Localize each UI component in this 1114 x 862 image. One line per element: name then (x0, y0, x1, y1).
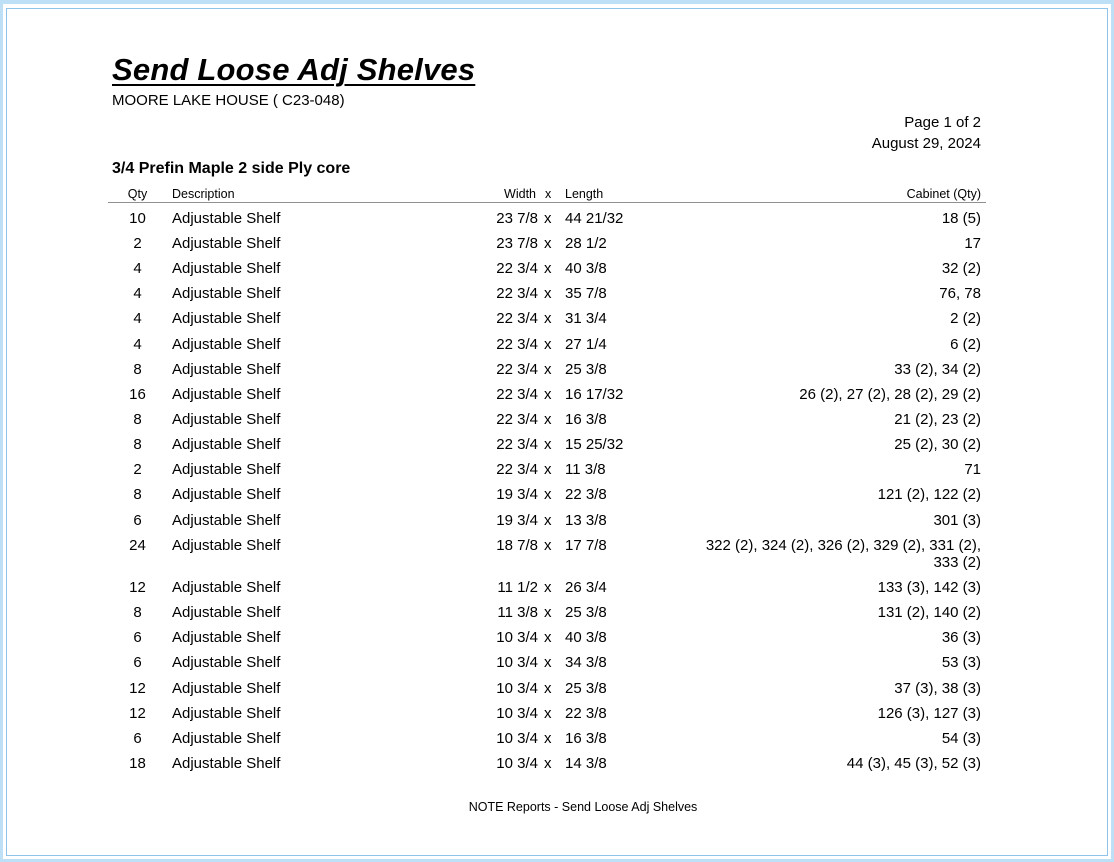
cell-x: x (544, 436, 552, 453)
cell-length: 16 17/32 (565, 386, 624, 403)
cell-qty: 24 (129, 537, 146, 554)
cell-length: 44 21/32 (565, 210, 624, 227)
cell-qty: 12 (129, 579, 146, 596)
cell-x: x (544, 604, 552, 621)
cell-qty: 16 (129, 386, 146, 403)
cell-x: x (544, 386, 552, 403)
cell-length: 27 1/4 (565, 336, 607, 353)
cell-width: 19 3/4 (496, 486, 538, 503)
cell-x: x (544, 235, 552, 252)
cell-x: x (544, 755, 552, 772)
cell-description: Adjustable Shelf (172, 260, 281, 277)
cell-description: Adjustable Shelf (172, 210, 281, 227)
cell-description: Adjustable Shelf (172, 604, 281, 621)
cell-length: 15 25/32 (565, 436, 624, 453)
cell-cabinet: 37 (3), 38 (3) (894, 680, 981, 697)
cell-length: 22 3/8 (565, 705, 607, 722)
report-date: August 29, 2024 (871, 135, 981, 152)
cell-width: 22 3/4 (496, 386, 538, 403)
header-length: Length (565, 187, 604, 201)
cell-length: 14 3/8 (565, 755, 607, 772)
cell-length: 13 3/8 (565, 512, 607, 529)
cell-cabinet: 133 (3), 142 (3) (877, 579, 981, 596)
cell-description: Adjustable Shelf (172, 310, 281, 327)
cell-width: 22 3/4 (496, 411, 538, 428)
cell-cabinet: 33 (2), 34 (2) (894, 361, 981, 378)
cell-length: 35 7/8 (565, 285, 607, 302)
cell-length: 25 3/8 (565, 604, 607, 621)
cell-length: 25 3/8 (565, 680, 607, 697)
cell-description: Adjustable Shelf (172, 579, 281, 596)
cell-qty: 10 (129, 210, 146, 227)
cell-width: 10 3/4 (496, 654, 538, 671)
cell-description: Adjustable Shelf (172, 680, 281, 697)
report-footer (0, 800, 1114, 814)
cell-x: x (544, 411, 552, 428)
cell-qty: 6 (133, 730, 142, 747)
cell-qty: 6 (133, 512, 142, 529)
cell-cabinet: 6 (2) (950, 336, 981, 353)
cell-x: x (544, 730, 552, 747)
cell-description: Adjustable Shelf (172, 629, 281, 646)
material-section-heading: 3/4 Prefin Maple 2 side Ply core (112, 160, 351, 177)
cell-length: 40 3/8 (565, 260, 607, 277)
cell-width: 10 3/4 (496, 755, 538, 772)
header-qty: Qty (127, 187, 148, 201)
cell-x: x (544, 705, 552, 722)
cell-length: 25 3/8 (565, 361, 607, 378)
cell-description: Adjustable Shelf (172, 285, 281, 302)
cell-length: 17 7/8 (565, 537, 607, 554)
cell-description: Adjustable Shelf (172, 436, 281, 453)
cell-description: Adjustable Shelf (172, 730, 281, 747)
cell-cabinet: 44 (3), 45 (3), 52 (3) (846, 755, 981, 772)
cell-cabinet: 32 (2) (941, 260, 981, 277)
cell-width: 22 3/4 (496, 461, 538, 478)
cell-width: 22 3/4 (496, 436, 538, 453)
cell-width: 23 7/8 (496, 235, 538, 252)
cell-width: 10 3/4 (496, 705, 538, 722)
cell-description: Adjustable Shelf (172, 411, 281, 428)
cell-cabinet: 121 (2), 122 (2) (877, 486, 981, 503)
cell-width: 11 3/8 (497, 604, 538, 621)
cell-length: 11 3/8 (565, 461, 606, 478)
cell-qty: 2 (133, 235, 142, 252)
cell-qty: 4 (133, 260, 142, 277)
cell-width: 22 3/4 (496, 310, 538, 327)
cell-qty: 18 (129, 755, 146, 772)
cell-length: 40 3/8 (565, 629, 607, 646)
cell-qty: 12 (129, 705, 146, 722)
cell-qty: 8 (133, 361, 142, 378)
cell-description: Adjustable Shelf (172, 361, 281, 378)
cell-cabinet: 53 (3) (941, 654, 981, 671)
cell-cabinet: 54 (3) (941, 730, 981, 747)
cell-qty: 4 (133, 285, 142, 302)
cell-length: 16 3/8 (565, 411, 607, 428)
cell-description: Adjustable Shelf (172, 235, 281, 252)
cell-width: 19 3/4 (496, 512, 538, 529)
cell-qty: 6 (133, 629, 142, 646)
cell-description: Adjustable Shelf (172, 654, 281, 671)
cell-x: x (544, 461, 552, 478)
cell-length: 26 3/4 (565, 579, 607, 596)
cell-cabinet: 18 (5) (941, 210, 981, 227)
cell-cabinet: 17 (964, 235, 981, 252)
cell-qty: 12 (129, 680, 146, 697)
cell-width: 22 3/4 (496, 336, 538, 353)
report-title: Send Loose Adj Shelves (112, 52, 476, 87)
cell-qty: 4 (133, 336, 142, 353)
cell-length: 31 3/4 (565, 310, 607, 327)
cell-cabinet: 301 (3) (933, 512, 981, 529)
cell-cabinet: 76, 78 (939, 285, 981, 302)
cell-x: x (544, 537, 552, 554)
cell-width: 11 1/2 (497, 579, 538, 596)
cell-description: Adjustable Shelf (172, 537, 281, 554)
cell-cabinet: 25 (2), 30 (2) (894, 436, 981, 453)
header-cabinet: Cabinet (Qty) (906, 187, 981, 201)
cell-width: 23 7/8 (496, 210, 538, 227)
cell-description: Adjustable Shelf (172, 386, 281, 403)
cell-qty: 8 (133, 486, 142, 503)
cell-description: Adjustable Shelf (172, 486, 281, 503)
cell-cabinet: 131 (2), 140 (2) (877, 604, 981, 621)
cell-qty: 8 (133, 411, 142, 428)
cell-cabinet: 21 (2), 23 (2) (894, 411, 981, 428)
header-width: Width (504, 187, 536, 201)
cell-qty: 4 (133, 310, 142, 327)
cell-cabinet: 26 (2), 27 (2), 28 (2), 29 (2) (799, 386, 981, 403)
cell-x: x (544, 210, 552, 227)
cell-width: 22 3/4 (496, 260, 538, 277)
header-description: Description (172, 187, 235, 201)
cell-x: x (544, 310, 552, 327)
cell-description: Adjustable Shelf (172, 512, 281, 529)
cell-width: 22 3/4 (496, 361, 538, 378)
cell-x: x (544, 680, 552, 697)
cell-x: x (544, 486, 552, 503)
project-name: MOORE LAKE HOUSE ( C23-048) (112, 92, 345, 109)
cell-length: 16 3/8 (565, 730, 607, 747)
footer-text: NOTE Reports - Send Loose Adj Shelves (468, 800, 698, 814)
cell-x: x (544, 629, 552, 646)
cell-qty: 8 (133, 436, 142, 453)
cell-cabinet: 2 (2) (950, 310, 981, 327)
cell-description: Adjustable Shelf (172, 461, 281, 478)
page-number: Page 1 of 2 (904, 114, 981, 131)
cell-description: Adjustable Shelf (172, 755, 281, 772)
cell-qty: 2 (133, 461, 142, 478)
cell-x: x (544, 285, 552, 302)
cell-x: x (544, 654, 552, 671)
cell-width: 22 3/4 (496, 285, 538, 302)
cell-qty: 6 (133, 654, 142, 671)
cell-cabinet: 322 (2), 324 (2), 326 (2), 329 (2), 331 (2), 333 (2) (705, 537, 981, 571)
cell-cabinet: 36 (3) (941, 629, 981, 646)
cell-description: Adjustable Shelf (172, 336, 281, 353)
cell-x: x (544, 361, 552, 378)
cell-width: 10 3/4 (496, 680, 538, 697)
cell-length: 22 3/8 (565, 486, 607, 503)
cell-x: x (544, 260, 552, 277)
cell-x: x (544, 336, 552, 353)
cell-x: x (544, 579, 552, 596)
cell-cabinet: 126 (3), 127 (3) (877, 705, 981, 722)
cell-description: Adjustable Shelf (172, 705, 281, 722)
cell-x: x (544, 512, 552, 529)
cell-cabinet: 71 (964, 461, 981, 478)
cell-length: 34 3/8 (565, 654, 607, 671)
header-x: x (545, 187, 552, 201)
cell-width: 18 7/8 (496, 537, 538, 554)
cell-width: 10 3/4 (496, 629, 538, 646)
cell-qty: 8 (133, 604, 142, 621)
cell-length: 28 1/2 (565, 235, 607, 252)
cell-width: 10 3/4 (496, 730, 538, 747)
